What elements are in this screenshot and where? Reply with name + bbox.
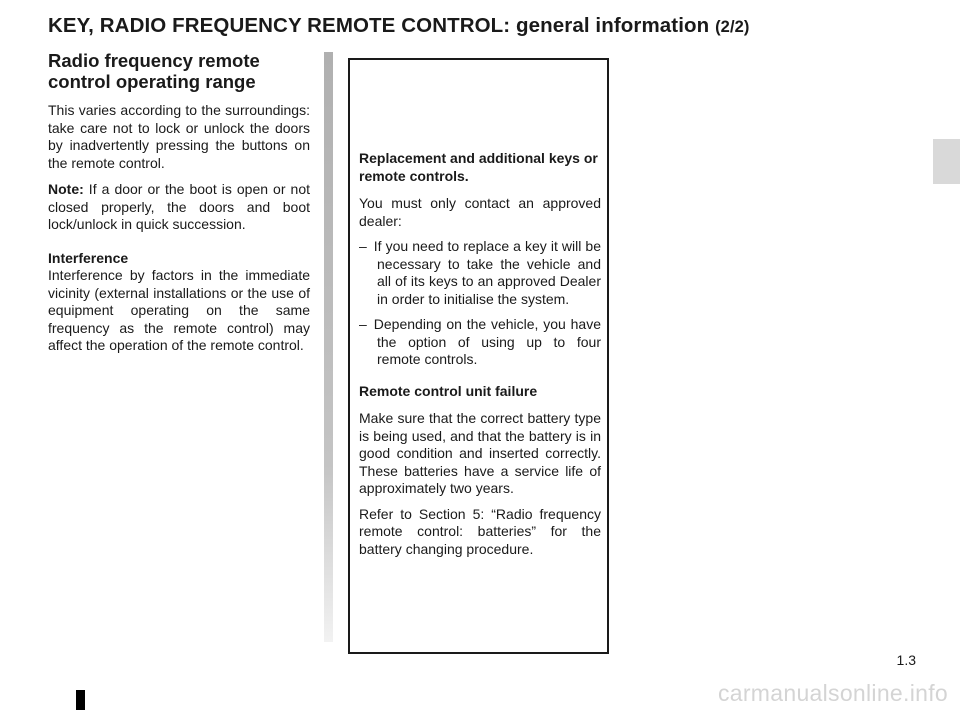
- interference-block: [48, 250, 310, 355]
- crop-mark: [76, 690, 85, 710]
- info-box: [348, 58, 609, 654]
- section-heading-operating-range: [48, 50, 310, 92]
- page-title: [48, 14, 750, 38]
- contact-dealer-text: You must only contact an approved dealer:: [359, 195, 601, 229]
- column-divider-bar: [324, 52, 333, 642]
- section-tab-marker: [933, 139, 960, 184]
- section-heading-line-1: Radio frequency remote: [48, 50, 260, 71]
- failure-heading: Remote control unit failure: [359, 382, 538, 399]
- info-box-content: [359, 150, 601, 566]
- left-column: [48, 50, 310, 364]
- remote-count-list-item: – Depending on the vehicle, you have the option of using up to four remote controls.: [359, 316, 601, 367]
- page-number: 1.3: [896, 652, 916, 668]
- section-heading-line-2: control operating range: [48, 71, 256, 92]
- interference-paragraph: Interference by factors in the immediate vicinity (external installations or the use of equipment operating on the same frequency as the remote control) may affect the operation of the remote control.: [48, 267, 310, 353]
- failure-text: Make sure that the correct battery type is being used, and that the battery is in good condition and inserted correctly. These batteries have a service life of approximately two years.: [359, 410, 601, 496]
- interference-heading: Interference: [48, 249, 129, 266]
- note-label: Note:: [48, 181, 84, 197]
- page-title-text: KEY, RADIO FREQUENCY REMOTE CONTROL: general information: [48, 14, 710, 37]
- replacement-heading: Replacement and additional keys or remote controls.: [359, 150, 598, 184]
- replacement-list-item: – If you need to replace a key it will be necessary to take the vehicle and all of its keys to an approved Dealer in order to initialise the system.: [359, 238, 601, 307]
- note-text: If a door or the boot is open or not closed properly, the doors and boot lock/unlock in quick succession.: [48, 181, 310, 232]
- refer-section-text: Refer to Section 5: “Radio frequency remote control: batteries” for the battery changing procedure.: [359, 505, 601, 557]
- operating-range-paragraph: This varies according to the surroundings: take care not to lock or unlock the doors by inadvertently pressing the buttons on the remote control.: [48, 102, 310, 171]
- note-paragraph: [48, 181, 310, 234]
- page-title-part-indicator: (2/2): [715, 18, 750, 36]
- watermark: carmanualsonline.info: [717, 680, 948, 706]
